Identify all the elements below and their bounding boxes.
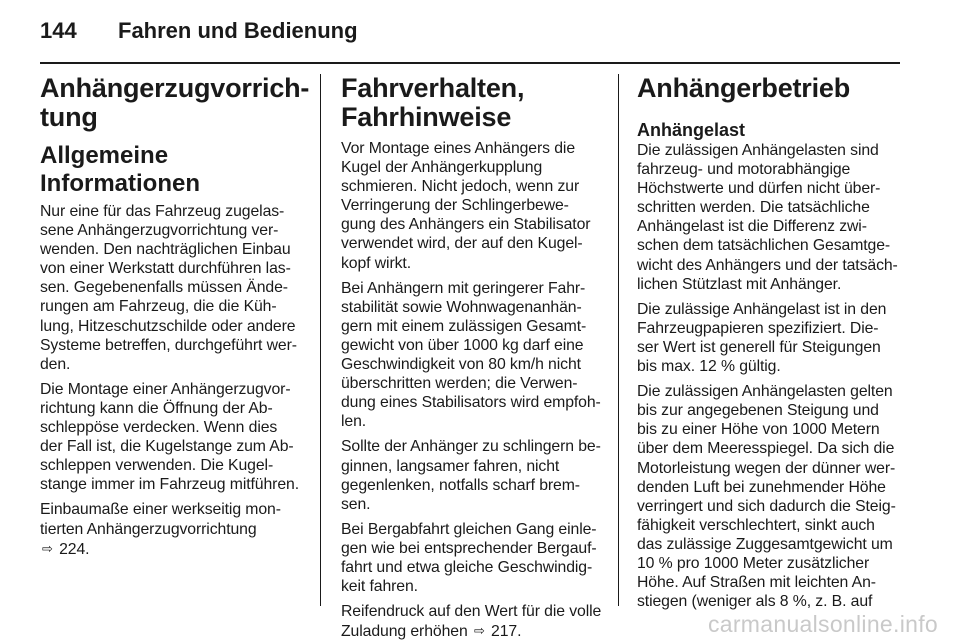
section-heading-driving: Fahrverhalten, Fahrhinweise [341, 73, 525, 132]
page-reference-link[interactable]: 224. [59, 540, 90, 558]
paragraph: Die zulässigen Anhängelasten gelten bis zur angegebenen Steigung und bis zu einer Höhe von 1000 Metern über dem Meeresspiegel. Da sich die Motorleistung wegen der dünner wer- denden Luft bei zunehmender Höhe verringert und sich dadurch die Steig- fähigkeit verschlechtert, sinkt auch das zulässige Zuggesamtgewicht um 10 % pro 1000 Meter zusätzlicher Höhe. Auf Straßen mit leichten An- stiegen (weniger als 8 %, z. B. auf [637, 383, 896, 611]
paragraph: Vor Montage eines Anhängers die Kugel der Anhängerkupplung schmieren. Nicht jedoch, wenn zur Verringerung der Schlingerbewe- gung des Anhängers ein Stabilisator verwendet wird, der auf den Kugel- kopf wirkt. [341, 140, 591, 272]
watermark: carmanualsonline.info [707, 611, 938, 637]
header-divider [40, 62, 900, 64]
subheading-general-info: Allgemeine Informationen [40, 142, 200, 197]
section-heading-trailer-hitch: Anhängerzugvorrich- tung [40, 73, 310, 132]
paragraph-text: Einbaumaße einer werkseitig mon- tierten Anhängerzugvorrichtung [40, 501, 281, 538]
paragraph: Die Montage einer Anhängerzugvor- richtung kann die Öffnung der Ab- schleppöse verdecken. Wenn dies der Fall ist, die Kugelstange zum Ab- schleppen verwenden. Die Kugel- stange immer im Fahrzeug mitführen. [40, 380, 300, 494]
paragraph-with-reference [341, 602, 605, 641]
page-header [40, 18, 358, 48]
paragraph: Die zulässigen Anhängelasten sind fahrzeug- und motorabhängige Höchstwerte und dürfen nicht über- schritten werden. Die tatsächliche Anhängelast ist die Differenz zwi- schen dem tatsächlichen Gesamtge- wicht des Anhängers und der tatsäch- lichen Stützlast mit Anhänger. [637, 142, 898, 293]
paragraph-with-reference [40, 500, 304, 558]
column-divider-1 [320, 74, 321, 606]
page-reference-link[interactable]: 217. [491, 623, 522, 641]
arrow-right-icon: ⇨ [473, 623, 485, 639]
section-heading-trailer-operation: Anhängerbetrieb [637, 73, 851, 103]
column-divider-2 [618, 74, 619, 606]
paragraph: Nur eine für das Fahrzeug zugelas- sene Anhängerzugvorrichtung ver- wenden. Den nachträglichen Einbau von einer Werkstatt durchführen las- sen. Gegebenenfalls müssen Ände- rungen am Fahrzeug, die die Küh- lung, Hitzeschutzschilde oder andere Systeme betreffen, durchgeführt wer- den. [40, 203, 297, 373]
chapter-title: Fahren und Bedienung [118, 18, 358, 43]
paragraph: Bei Anhängern mit geringerer Fahr- stabilität sowie Wohnwagenanhän- gern mit einem zulässigen Gesamt- gewicht von über 1000 kg darf eine Geschwindigkeit von 80 km/h nicht überschritten werden; die Verwen- dung eines Stabilisators wird empfoh- len. [341, 279, 601, 431]
paragraph: Sollte der Anhänger zu schlingern be- ginnen, langsamer fahren, nicht gegenlenken, notfalls scharf brem- sen. [341, 438, 601, 513]
page-number: 144 [40, 18, 77, 43]
paragraph: Die zulässige Anhängelast ist in den Fahrzeugpapieren spezifiziert. Die- ser Wert ist generell für Steigungen bis max. 12 % gültig. [637, 300, 887, 376]
paragraph-text: Reifendruck auf den Wert für die volle Zuladung erhöhen [341, 603, 602, 641]
paragraph: Bei Bergabfahrt gleichen Gang einle- gen wie bei entsprechender Bergauf- fahrt und etwa gleiche Geschwindig- keit fahren. [341, 520, 597, 596]
column-3 [637, 74, 904, 617]
column-2 [341, 74, 605, 642]
subheading-trailer-load: Anhängelast [637, 120, 746, 140]
arrow-right-icon: ⇨ [42, 540, 53, 556]
column-1 [40, 73, 310, 565]
